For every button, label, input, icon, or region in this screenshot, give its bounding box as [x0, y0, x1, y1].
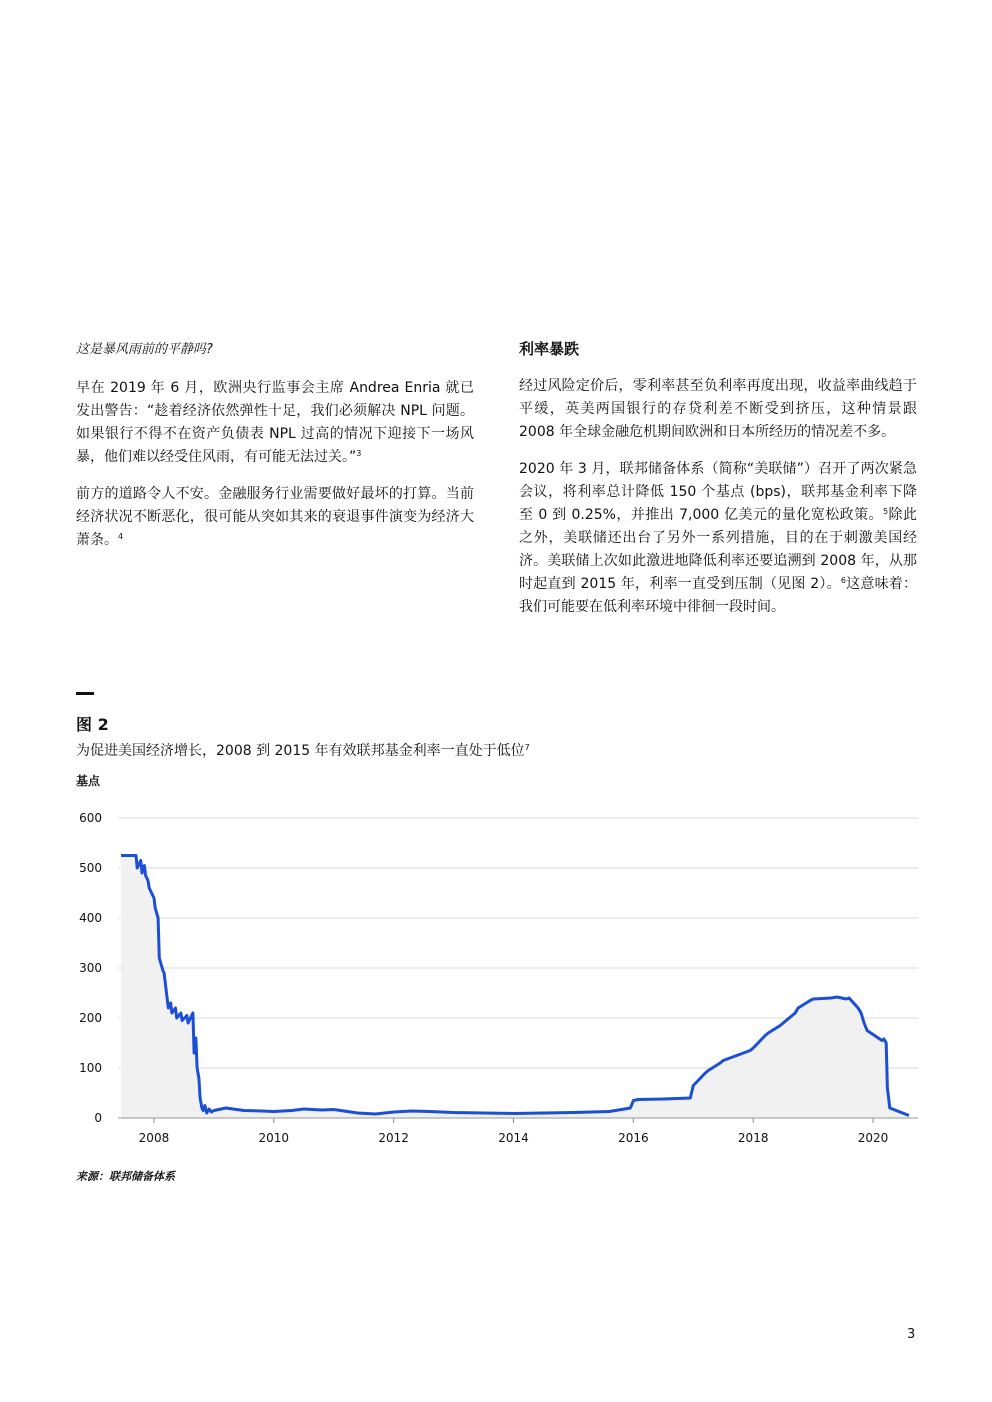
figure-divider [76, 692, 94, 695]
y-axis-unit: 基点 [76, 774, 101, 788]
x-tick-label-2014: 2014 [498, 1131, 529, 1145]
x-tick-label-2010: 2010 [258, 1131, 290, 1145]
x-tick-label-2018: 2018 [737, 1131, 769, 1145]
paragraph-text: 前方的道路令人不安。金融服务行业需要做好最坏的打算。当前经济状况不断恶化，很可能从突如其来的衰退事件演变为经济大萧条。 [76, 486, 474, 548]
figure-caption [76, 740, 530, 760]
y-tick-label-400: 400 [79, 911, 102, 925]
y-tick-label-300: 300 [79, 961, 102, 975]
right-column [519, 338, 917, 633]
y-tick-label-500: 500 [79, 861, 102, 875]
section-heading-rates-plunge: 利率暴跌 [519, 340, 580, 358]
paragraph-fed-actions [519, 458, 917, 619]
paragraph-text: 2020 年 3 月，联邦储备体系（简称“美联储”）召开了两次紧急会议，将利率总计降低 150 个基点 (bps)，联邦基金利率下降至 0 到 0.25%，并推出 7,000 亿美元的量化宽松政策。 [519, 461, 917, 523]
section-heading-calm-before-storm: 这是暴风雨前的平静吗? [76, 342, 213, 357]
x-tick-label-2012: 2012 [378, 1131, 409, 1145]
rate-area [121, 856, 909, 1119]
footnote-ref[interactable]: 3 [356, 449, 362, 458]
page-number: 3 [907, 1327, 916, 1342]
figure-caption-text: 为促进美国经济增长，2008 到 2015 年有效联邦基金利率一直处于低位 [76, 743, 525, 759]
x-tick-labels [139, 1118, 889, 1145]
paragraph-text: 早在 2019 年 6 月，欧洲央行监事会主席 Andrea Enria 就已发出警告：“趁着经济依然弹性十足，我们必须解决 NPL 问题。如果银行不得不在资产负债表 NPL 过高的情况下迎接下一场风暴，他们难以经受住风雨，有可能无法过关。” [76, 380, 474, 465]
fed-funds-rate-chart [0, 800, 992, 1160]
paragraph-road-ahead [76, 483, 474, 552]
y-tick-label-200: 200 [79, 1011, 102, 1025]
paragraph-risk-pricing: 经过风险定价后，零利率甚至负利率再度出现，收益率曲线趋于平缓，英美两国银行的存贷利差不断受到挤压，这种情景跟 2008 年全球金融危机期间欧洲和日本所经历的情况差不多。 [519, 378, 917, 440]
paragraph-text: 除此之外，美联储还出台了另外一系列措施，目的在于刺激美国经济。美联储上次如此激进地降低利率还要追溯到 2008 年，从那时起直到 2015 年，利率一直受到压制（见图 2）。 [519, 507, 918, 592]
figure-label: 图 2 [76, 715, 109, 734]
left-column [76, 338, 474, 566]
x-tick-label-2020: 2020 [857, 1131, 889, 1145]
paragraph-enria-warning [76, 377, 474, 469]
y-tick-label-600: 600 [79, 811, 102, 825]
footnote-ref[interactable]: 7 [524, 743, 530, 752]
footnote-ref[interactable]: 4 [118, 532, 124, 541]
paragraph-text: 这意味着：我们可能要在低利率环境中徘徊一段时间。 [519, 576, 917, 615]
x-tick-label-2008: 2008 [138, 1131, 170, 1145]
footnote-ref[interactable]: 6 [840, 576, 846, 585]
x-tick-label-2016: 2016 [618, 1131, 649, 1145]
y-tick-labels [79, 811, 102, 1125]
figure-source: 来源：联邦储备体系 [76, 1170, 175, 1183]
footnote-ref[interactable]: 5 [883, 507, 889, 516]
y-tick-label-100: 100 [79, 1061, 102, 1075]
y-tick-label-0: 0 [94, 1111, 102, 1125]
